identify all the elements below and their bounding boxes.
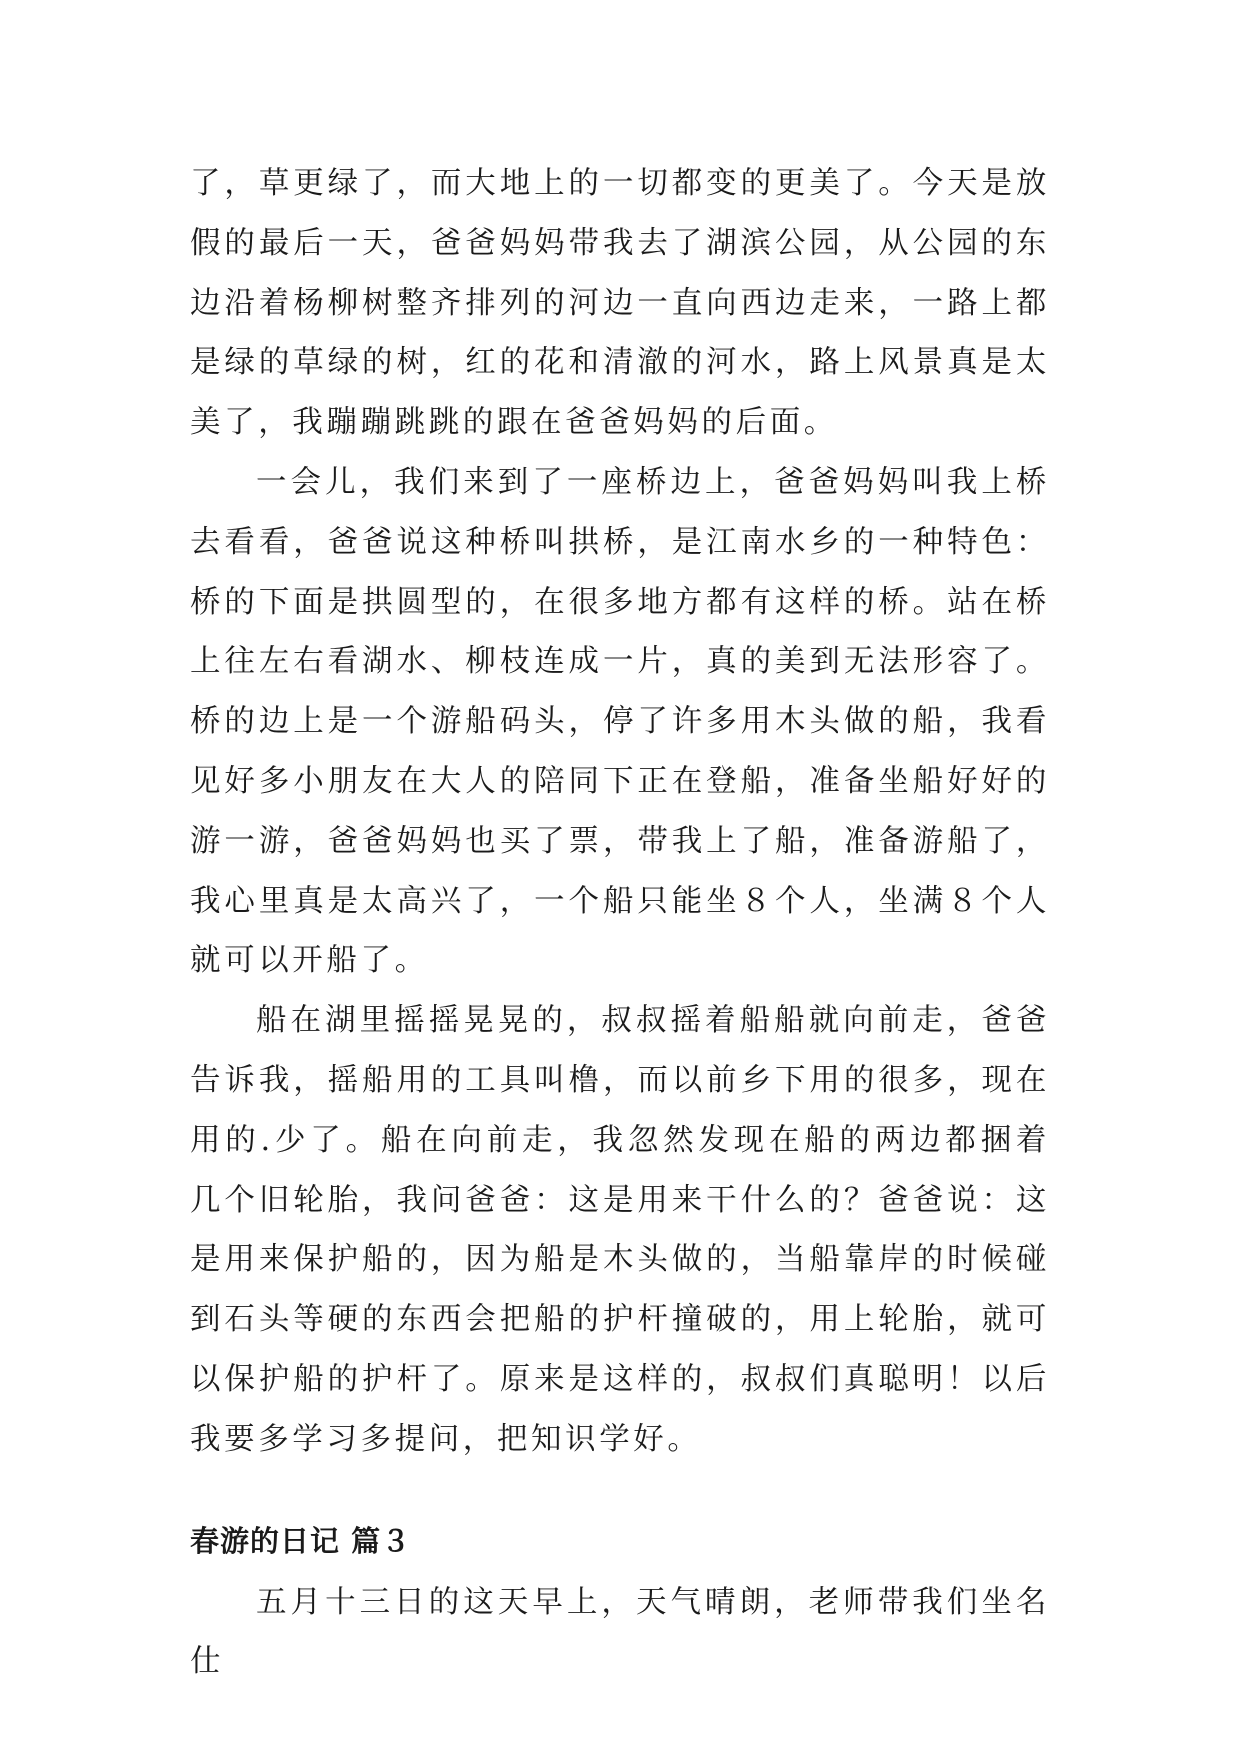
paragraph-section-start: 五月十三日的这天早上，天气晴朗，老师带我们坐名仕	[190, 1584, 1050, 1680]
section-heading: 春游的日记 篇３	[190, 1523, 412, 1558]
paragraph-bridge: 一会儿，我们来到了一座桥边上，爸爸妈妈叫我上桥去看看，爸爸说这种桥叫拱桥，是江南水乡的一种特色：桥的下面是拱圆型的，在很多地方都有这样的桥。站在桥上往左右看湖水、柳枝连成一片，真的美到无法形容了。桥的边上是一个游船码头，停了许多用木头做的船，我看见好多小朋友在大人的陪同下正在登船，准备坐船好好的游一游，爸爸妈妈也买了票，带我上了船，准备游船了，我心里真是太高兴了，一个船只能坐８个人，坐满８个人就可以开船了。	[190, 464, 1050, 979]
paragraph-boat: 船在湖里摇摇晃晃的，叔叔摇着船船就向前走，爸爸告诉我，摇船用的工具叫橹，而以前乡下用的很多，现在用的.少了。船在向前走，我忽然发现在船的两边都捆着几个旧轮胎，我问爸爸：这是用来干什么的？爸爸说：这是用来保护船的，因为船是木头做的，当船靠岸的时候碰到石头等硬的东西会把船的护杆撞破的，用上轮胎，就可以保护船的护杆了。原来是这样的，叔叔们真聪明！以后我要多学习多提问，把知识学好。	[190, 1003, 1050, 1457]
heading-spacer	[190, 1561, 1050, 1573]
paragraph-continuation: 了，草更绿了，而大地上的一切都变的更美了。今天是放假的最后一天，爸爸妈妈带我去了湖滨公园，从公园的东边沿着杨柳树整齐排列的河边一直向西边走来，一路上都是绿的草绿的树，红的花和清澈的河水，路上风景真是太美了，我蹦蹦跳跳的跟在爸爸妈妈的后面。	[190, 166, 1050, 441]
document-body	[190, 154, 1050, 1692]
section-spacer	[190, 1470, 1050, 1521]
